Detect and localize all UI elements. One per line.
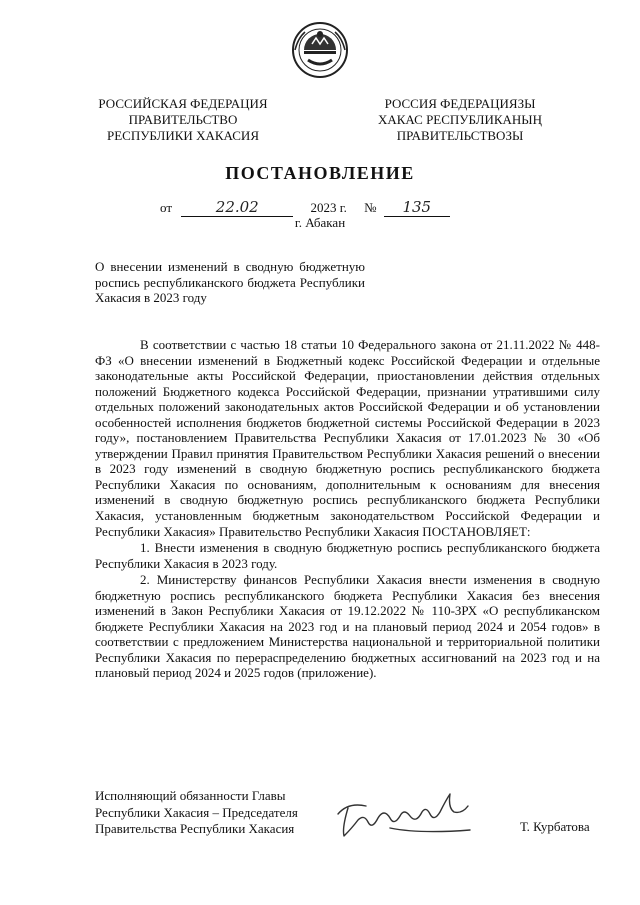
document-title: ПОСТАНОВЛЕНИЕ	[225, 163, 415, 183]
header-right-line: ПРАВИТЕЛЬСТВОЗЫ	[396, 128, 524, 143]
header-left-line: РЕСПУБЛИКИ ХАКАСИЯ	[106, 128, 259, 143]
document-number: 135	[384, 198, 450, 217]
date-value: 22.02	[181, 198, 293, 217]
header-left-line: ПРАВИТЕЛЬСТВО	[128, 112, 238, 127]
number-sign: №	[364, 200, 377, 215]
document-body	[95, 337, 600, 681]
header-right-line: ХАКАС РЕСПУБЛИКАНЫҢ	[377, 112, 543, 127]
body-paragraph: 2. Министерству финансов Республики Хакасия внести изменения в сводную бюджетную роспись республиканского бюджета Республики Хакасия без внесения изменений в Закон Республики Хакасия от 19.12.2022 № 110-ЗРХ «О республиканском бюджете Республики Хакасия на 2023 год и на плановый период 2024 и 2054 годов» в соответствии с предложением Министерства национальной и территориальной политики Республики Хакасия по перераспределению бюджетных ассигнований на 2023 год и на плановый период 2024 и 2025 годов (приложение).	[95, 572, 600, 681]
signatory-position-line: Правительства Республики Хакасия	[95, 821, 295, 836]
header-right-line: РОССИЯ ФЕДЕРАЦИЯЗЫ	[384, 96, 536, 111]
header-left	[88, 96, 278, 144]
handwritten-signature-icon	[330, 792, 505, 842]
signatory-position	[95, 788, 325, 838]
signatory-name: Т. Курбатова	[520, 819, 590, 834]
city: г. Абакан	[294, 215, 346, 230]
body-paragraph: В соответствии с частью 18 статьи 10 Федерального закона от 21.11.2022 № 448-ФЗ «О внесении изменений в Бюджетный кодекс Российской Федерации и отдельные законодательные акты Российской Федерации, приостановлении действия отдельных положений Бюджетного кодекса Российской Федерации, признании утратившими силу отдельных положений законодательных актов Российской Федерации и об установлении особенностей исполнения бюджетов бюджетной системы Российской Федерации в 2023 году», постановлением Правительства Республики Хакасия от 17.01.2023 № 30 «Об утверждении Правил принятия Правительством Республики Хакасия решений о внесении в 2023 году изменений в сводную бюджетную роспись республиканского бюджета Республики Хакасия по основаниям, дополнительным к основаниям для внесения изменений в сводную бюджетную роспись республиканского бюджета Республики Хакасия, установленным бюджетным законодательством Российской Федерации и Республики Хакасия» Правительство Республики Хакасия ПОСТАНОВЛЯЕТ:	[95, 337, 600, 539]
date-year: 2023 г.	[310, 200, 347, 215]
signatory-position-line: Республики Хакасия – Председателя	[95, 804, 298, 820]
header-left-line: РОССИЙСКАЯ ФЕДЕРАЦИЯ	[98, 96, 268, 111]
signatory-position-line: Исполняющий обязанности Главы	[95, 788, 286, 803]
date-prefix: от	[160, 200, 173, 215]
document-subject: О внесении изменений в сводную бюджетную роспись республиканского бюджета Республики Хакасия в 2023 году	[95, 259, 365, 306]
body-paragraph: 1. Внести изменения в сводную бюджетную роспись республиканского бюджета Республики Хакасия в 2023 году.	[95, 540, 600, 571]
header-right	[360, 96, 560, 144]
coat-of-arms-icon	[290, 20, 350, 80]
